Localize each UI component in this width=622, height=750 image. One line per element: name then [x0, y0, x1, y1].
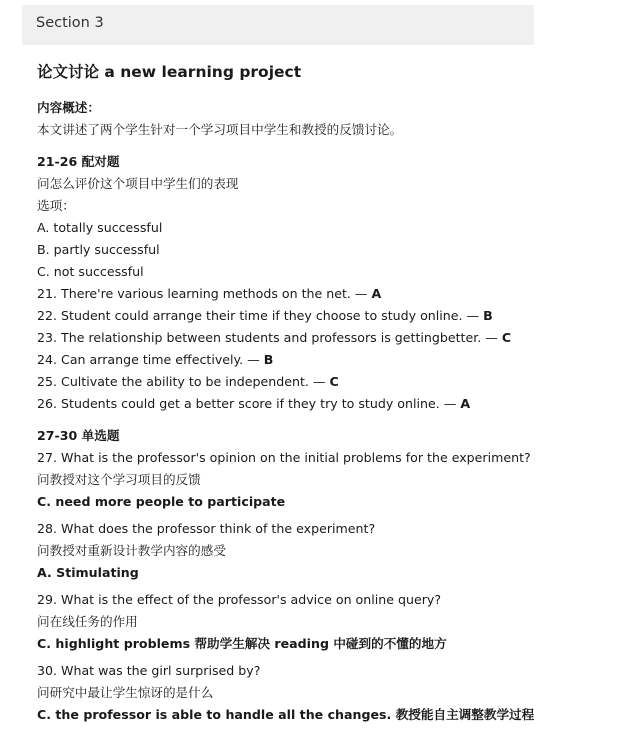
matching-item — [37, 305, 612, 327]
mcq-heading: 27-30 单选题 — [37, 428, 120, 443]
mcq-question: 30. What was the girl surprised by? — [37, 663, 261, 678]
matching-item-text: 24. Can arrange time effectively. — — [37, 352, 260, 367]
mcq-chinese-note: 问教授对这个学习项目的反馈 — [37, 472, 201, 487]
matching-item-text: 22. Student could arrange their time if they choose to study online. — — [37, 308, 480, 323]
option-item: A. totally successful — [37, 220, 163, 235]
matching-item-answer: B — [263, 352, 274, 367]
mcq-chinese-note: 问教授对重新设计教学内容的感受 — [37, 543, 226, 558]
mcq-chinese-note: 问研究中最让学生惊讶的是什么 — [37, 685, 214, 700]
option-item: C. not successful — [37, 264, 144, 279]
matching-heading: 21-26 配对题 — [37, 154, 120, 169]
section-header — [22, 5, 534, 45]
matching-item-answer: B — [483, 308, 493, 323]
matching-item-answer: C — [501, 330, 512, 345]
matching-item-text: 25. Cultivate the ability to be independent. — — [37, 374, 326, 389]
matching-item — [37, 283, 612, 305]
mcq-question: 27. What is the professor's opinion on the initial problems for the experiment? — [37, 450, 531, 465]
mcq-answer: C. need more people to participate — [37, 494, 286, 509]
matching-item-text: 23. The relationship between students and professors is gettingbetter. — — [37, 330, 498, 345]
summary-heading: 内容概述： — [37, 100, 100, 115]
section-label: Section 3 — [36, 15, 104, 31]
matching-question: 问怎么评价这个项目中学生们的表现 — [37, 176, 239, 191]
document-body — [37, 61, 612, 726]
mcq-question: 28. What does the professor think of the experiment? — [37, 521, 376, 536]
matching-item — [37, 349, 612, 371]
summary-text: 本文讲述了两个学生针对一个学习项目中学生和教授的反馈讨论。 — [37, 122, 403, 137]
options-label: 选项： — [37, 198, 75, 213]
mcq-question: 29. What is the effect of the professor's advice on online query? — [37, 592, 442, 607]
matching-item-text: 21. There're various learning methods on the net. — — [37, 286, 368, 301]
mcq-chinese-note: 问在线任务的作用 — [37, 614, 138, 629]
option-item: B. partly successful — [37, 242, 160, 257]
matching-item — [37, 327, 612, 349]
page-title: 论文讨论 a new learning project — [37, 63, 302, 81]
mcq-answer: C. highlight problems 帮助学生解决 reading 中碰到的不懂的地方 — [37, 636, 447, 651]
mcq-answer: C. the professor is able to handle all the changes. 教授能自主调整教学过程 — [37, 707, 535, 722]
matching-item — [37, 393, 612, 415]
matching-item-answer: C — [329, 374, 339, 389]
matching-item-answer: A — [371, 286, 382, 301]
matching-item-text: 26. Students could get a better score if they try to study online. — — [37, 396, 457, 411]
matching-item — [37, 371, 612, 393]
mcq-answer: A. Stimulating — [37, 565, 139, 580]
matching-item-answer: A — [460, 396, 471, 411]
